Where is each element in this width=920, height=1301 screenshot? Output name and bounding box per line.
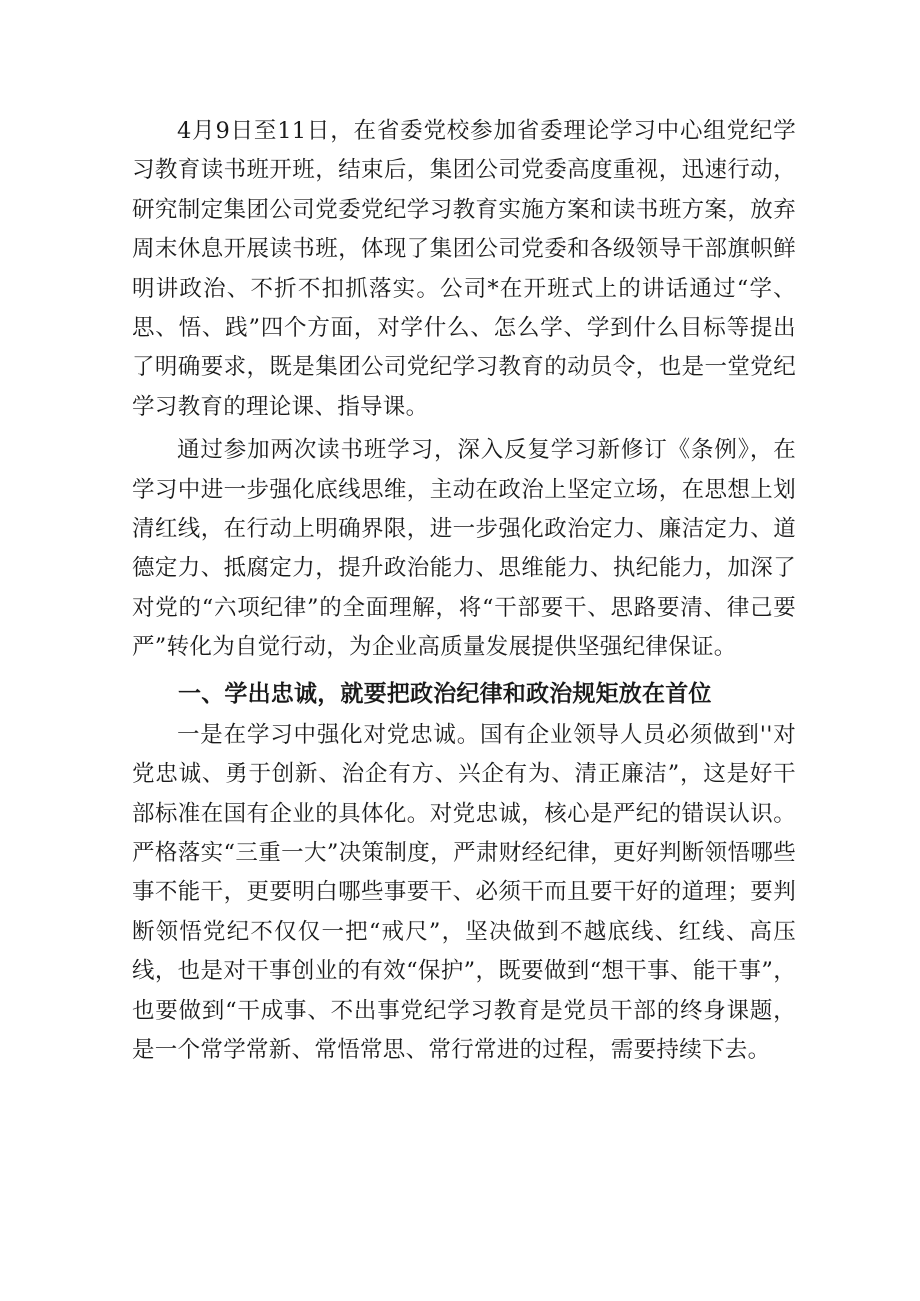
document-page <box>132 112 796 1070</box>
paragraph-reading-class-intro: 4月9日至11日，在省委党校参加省委理论学习中心组党纪学习教育读书班开班，结束后，集团公司党委高度重视，迅速行动，研究制定集团公司党委党纪学习教育实施方案和读书班方案，放弃周末休息开展读书班，体现了集团公司党委和各级领导干部旗帜鲜明讲政治、不折不扣抓落实。公司*在开班式上的讲话通过“学、思、悟、践”四个方面，对学什么、怎么学、学到什么目标等提出了明确要求，既是集团公司党纪学习教育的动员令，也是一堂党纪学习教育的理论课、指导课。 <box>132 118 796 420</box>
paragraph-loyalty-details: 一是在学习中强化对党忠诚。国有企业领导人员必须做到''对党忠诚、勇于创新、治企有方、兴企有为、清正廉洁”，这是好干部标准在国有企业的具体化。对党忠诚，核心是严纪的错误认识。严格落实“三重一大”决策制度，严肃财经纪律，更好判断领悟哪些事不能干，更要明白哪些事要干、必须干而且要干好的道理；要判断领悟党纪不仅仅一把“戒尺”，坚决做到不越底线、红线、高压线，也是对干事创业的有效“保护”，既要做到“想干事、能干事”，也要做到“干成事、不出事党纪学习教育是党员干部的终身课题，是一个常学常新、常悟常思、常行常进的过程，需要持续下去。 <box>132 721 796 1063</box>
section-heading-loyalty: 一、学出忠诚，就要把政治纪律和政治规矩放在首位 <box>178 680 712 707</box>
paragraph-study-outcomes: 通过参加两次读书班学习，深入反复学习新修订《条例》，在学习中进一步强化底线思维，主动在政治上坚定立场，在思想上划清红线，在行动上明确界限，进一步强化政治定力、廉洁定力、道德定力、抵腐定力，提升政治能力、思维能力、执纪能力，加深了对党的“六项纪律”的全面理解，将“干部要干、思路要清、律己要严”转化为自觉行动，为企业高质量发展提供坚强纪律保证。 <box>132 437 796 661</box>
